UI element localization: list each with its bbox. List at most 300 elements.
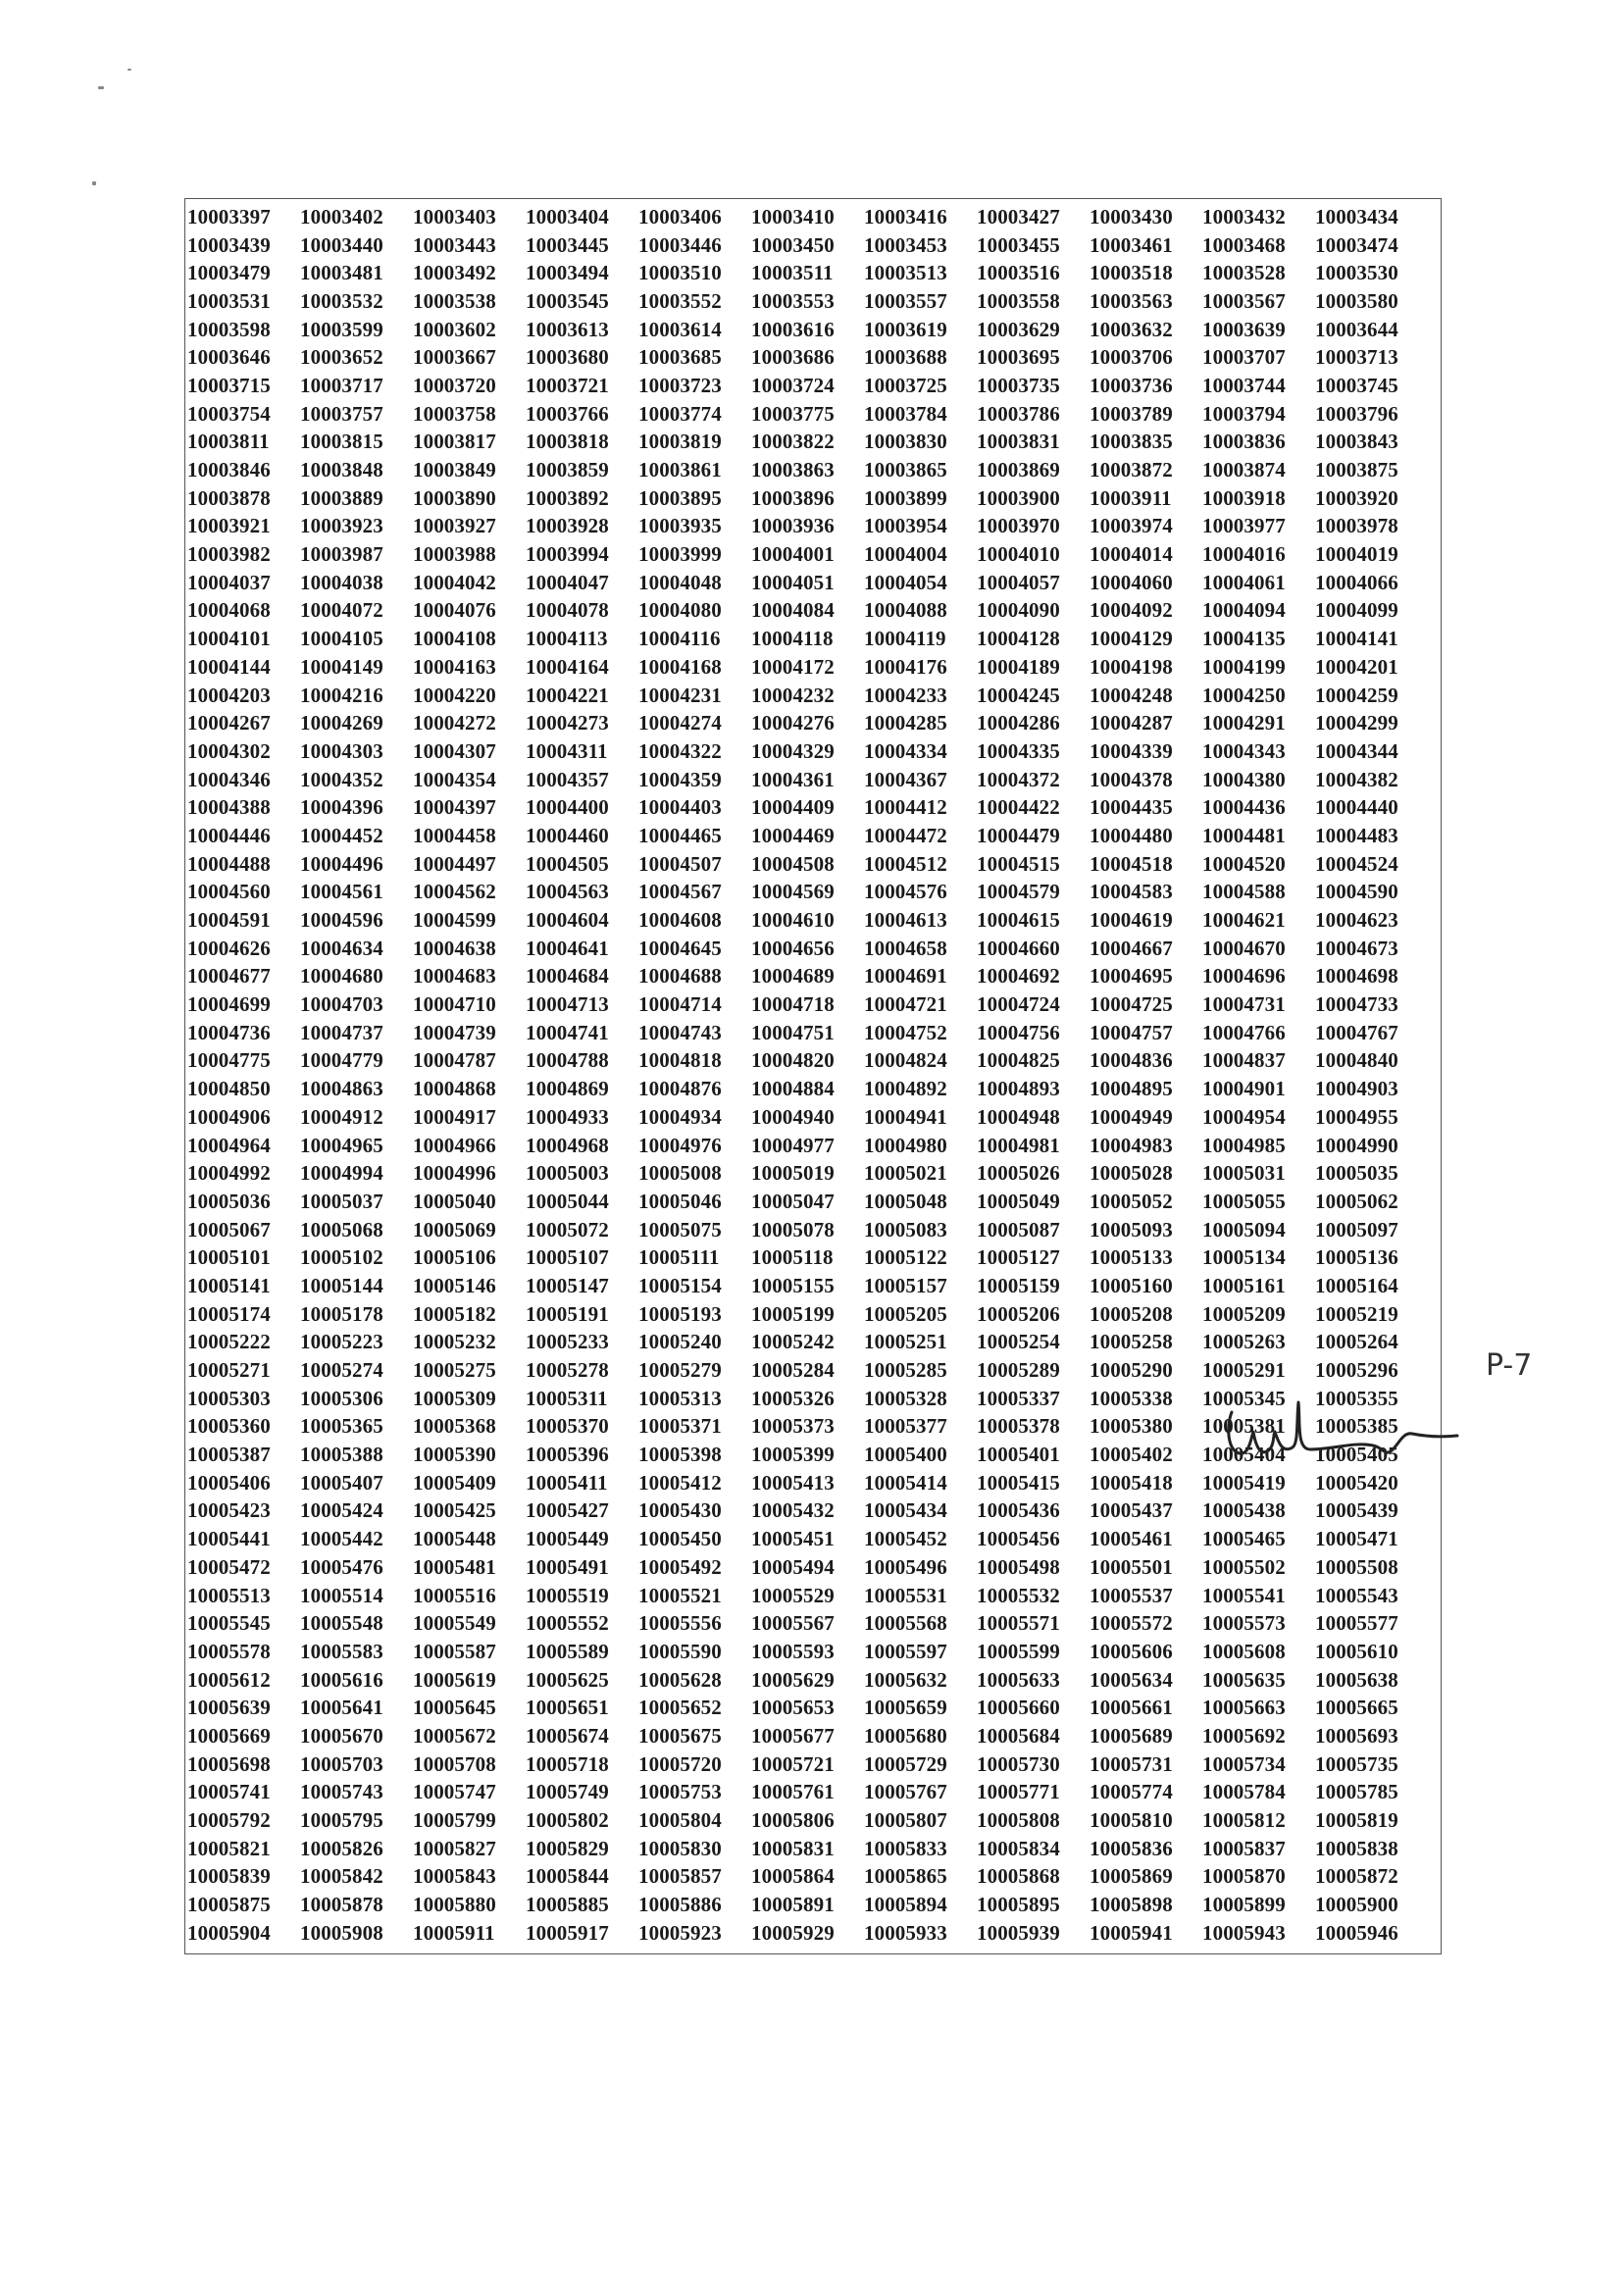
roll-number-cell: 10005254 bbox=[977, 1330, 1060, 1354]
roll-number-cell: 10004563 bbox=[526, 880, 609, 904]
table-row bbox=[185, 1863, 1441, 1892]
roll-number-cell: 10004119 bbox=[864, 627, 946, 651]
roll-number-cell: 10003538 bbox=[413, 288, 496, 313]
roll-number-cell: 10003510 bbox=[638, 261, 722, 285]
roll-number-cell: 10004465 bbox=[638, 823, 722, 847]
roll-number-cell: 10003988 bbox=[413, 542, 496, 567]
roll-number-cell: 10003479 bbox=[187, 261, 271, 285]
table-row bbox=[185, 737, 1441, 766]
roll-number-cell: 10004010 bbox=[977, 542, 1060, 567]
roll-number-cell: 10004382 bbox=[1315, 767, 1398, 791]
roll-number-cell: 10003977 bbox=[1202, 514, 1286, 538]
roll-number-cell: 10005659 bbox=[864, 1696, 947, 1720]
roll-number-cell: 10005804 bbox=[638, 1808, 722, 1833]
roll-number-cell: 10005749 bbox=[526, 1780, 609, 1804]
roll-number-cell: 10005900 bbox=[1315, 1893, 1398, 1917]
roll-number-cell: 10005107 bbox=[526, 1245, 609, 1270]
roll-number-cell: 10005407 bbox=[300, 1470, 383, 1495]
roll-number-cell: 10004757 bbox=[1090, 1020, 1173, 1044]
table-row bbox=[185, 231, 1441, 260]
roll-number-cell: 10003619 bbox=[864, 317, 947, 341]
roll-number-cell: 10003874 bbox=[1202, 458, 1286, 482]
roll-number-cell: 10005456 bbox=[977, 1527, 1060, 1551]
roll-number-cell: 10005593 bbox=[751, 1639, 835, 1663]
roll-number-cell: 10004051 bbox=[751, 570, 835, 594]
roll-number-cell: 10003599 bbox=[300, 317, 383, 341]
roll-number-cell: 10004068 bbox=[187, 598, 271, 623]
roll-number-cell: 10003745 bbox=[1315, 373, 1398, 397]
roll-number-cell: 10005275 bbox=[413, 1358, 496, 1383]
table-row bbox=[185, 1835, 1441, 1863]
roll-number-cell: 10005418 bbox=[1090, 1470, 1173, 1495]
roll-number-cell: 10003567 bbox=[1202, 288, 1286, 313]
roll-number-cell: 10005753 bbox=[638, 1780, 722, 1804]
roll-number-cell: 10004303 bbox=[300, 738, 383, 763]
roll-number-cell: 10004736 bbox=[187, 1020, 271, 1044]
roll-number-cell: 10005672 bbox=[413, 1723, 496, 1748]
roll-number-cell: 10005869 bbox=[1090, 1864, 1173, 1889]
roll-number-cell: 10004980 bbox=[864, 1133, 947, 1157]
roll-number-cell: 10003936 bbox=[751, 514, 835, 538]
roll-number-cell: 10005385 bbox=[1315, 1414, 1398, 1439]
roll-number-cell: 10005037 bbox=[300, 1189, 383, 1213]
roll-number-cell: 10004042 bbox=[413, 570, 496, 594]
roll-number-cell: 10004626 bbox=[187, 936, 271, 960]
roll-number-cell: 10004583 bbox=[1090, 880, 1173, 904]
scan-speck bbox=[127, 69, 131, 71]
roll-number-cell: 10005284 bbox=[751, 1358, 835, 1383]
roll-number-cell: 10005406 bbox=[187, 1470, 271, 1495]
table-row bbox=[185, 429, 1441, 457]
roll-number-cell: 10004766 bbox=[1202, 1020, 1286, 1044]
roll-number-cell: 10004893 bbox=[977, 1077, 1060, 1101]
roll-number-cell: 10005529 bbox=[751, 1583, 835, 1607]
roll-number-cell: 10004054 bbox=[864, 570, 947, 594]
roll-number-cell: 10005567 bbox=[751, 1611, 835, 1636]
roll-number-cell: 10004788 bbox=[526, 1048, 609, 1073]
roll-number-cell: 10005048 bbox=[864, 1189, 947, 1213]
table-row bbox=[185, 513, 1441, 541]
roll-number-cell: 10005747 bbox=[413, 1780, 496, 1804]
roll-number-cell: 10005040 bbox=[413, 1189, 496, 1213]
roll-number-cell: 10005492 bbox=[638, 1554, 722, 1579]
roll-number-cell: 10004621 bbox=[1202, 908, 1286, 933]
roll-number-cell: 10003899 bbox=[864, 485, 947, 510]
roll-number-cell: 10005625 bbox=[526, 1667, 609, 1692]
roll-number-cell: 10004472 bbox=[864, 823, 947, 847]
roll-number-cell: 10005693 bbox=[1315, 1723, 1398, 1748]
roll-number-cell: 10005075 bbox=[638, 1217, 722, 1242]
roll-number-cell: 10005808 bbox=[977, 1808, 1060, 1833]
roll-number-cell: 10004285 bbox=[864, 711, 947, 735]
roll-number-cell: 10005026 bbox=[977, 1161, 1060, 1186]
roll-number-cell: 10003721 bbox=[526, 373, 609, 397]
roll-number-cell: 10004496 bbox=[300, 851, 383, 876]
roll-number-cell: 10005839 bbox=[187, 1864, 271, 1889]
roll-number-cell: 10004512 bbox=[864, 851, 947, 876]
roll-number-cell: 10005409 bbox=[413, 1470, 496, 1495]
roll-number-cell: 10003563 bbox=[1090, 288, 1173, 313]
roll-number-cell: 10005606 bbox=[1090, 1639, 1173, 1663]
roll-number-cell: 10005381 bbox=[1202, 1414, 1286, 1439]
roll-number-cell: 10005629 bbox=[751, 1667, 835, 1692]
roll-number-cell: 10005127 bbox=[977, 1245, 1060, 1270]
roll-number-cell: 10005491 bbox=[526, 1554, 609, 1579]
roll-number-cell: 10005309 bbox=[413, 1386, 496, 1410]
roll-number-cell: 10005476 bbox=[300, 1554, 383, 1579]
roll-number-cell: 10003707 bbox=[1202, 345, 1286, 370]
roll-number-cell: 10005377 bbox=[864, 1414, 947, 1439]
roll-number-cell: 10004752 bbox=[864, 1020, 947, 1044]
table-row bbox=[185, 1779, 1441, 1807]
roll-number-cell: 10003723 bbox=[638, 373, 722, 397]
roll-number-cell: 10005680 bbox=[864, 1723, 947, 1748]
roll-number-cell: 10005771 bbox=[977, 1780, 1060, 1804]
table-row bbox=[185, 963, 1441, 991]
roll-number-cell: 10003474 bbox=[1315, 232, 1398, 257]
roll-number-cell: 10004269 bbox=[300, 711, 383, 735]
roll-number-cell: 10005735 bbox=[1315, 1751, 1398, 1776]
roll-number-cell: 10004118 bbox=[751, 627, 834, 651]
roll-number-cell: 10004599 bbox=[413, 908, 496, 933]
roll-number-cell: 10005531 bbox=[864, 1583, 947, 1607]
table-row bbox=[185, 793, 1441, 822]
roll-number-cell: 10003557 bbox=[864, 288, 947, 313]
roll-number-cell: 10005543 bbox=[1315, 1583, 1398, 1607]
roll-number-cell: 10005670 bbox=[300, 1723, 383, 1748]
roll-number-cell: 10005498 bbox=[977, 1554, 1060, 1579]
table-row bbox=[185, 1722, 1441, 1750]
roll-number-cell: 10005424 bbox=[300, 1498, 383, 1523]
roll-number-cell: 10003835 bbox=[1090, 430, 1173, 454]
roll-number-cell: 10004691 bbox=[864, 964, 947, 988]
roll-number-cell: 10005159 bbox=[977, 1273, 1060, 1297]
roll-number-cell: 10004248 bbox=[1090, 683, 1173, 707]
table-row bbox=[185, 456, 1441, 484]
roll-number-cell: 10005365 bbox=[300, 1414, 383, 1439]
roll-number-cell: 10003494 bbox=[526, 261, 609, 285]
roll-number-cell: 10004129 bbox=[1090, 627, 1173, 651]
roll-number-cell: 10005652 bbox=[638, 1696, 722, 1720]
roll-number-cell: 10005414 bbox=[864, 1470, 947, 1495]
roll-number-cell: 10005885 bbox=[526, 1893, 609, 1917]
roll-number-cell: 10005502 bbox=[1202, 1554, 1286, 1579]
roll-number-cell: 10005843 bbox=[413, 1864, 496, 1889]
roll-number-cell: 10004108 bbox=[413, 627, 496, 651]
table-row bbox=[185, 316, 1441, 344]
roll-number-cell: 10005206 bbox=[977, 1301, 1060, 1326]
roll-number-cell: 10004061 bbox=[1202, 570, 1286, 594]
roll-number-cell: 10005232 bbox=[413, 1330, 496, 1354]
roll-number-cell: 10004090 bbox=[977, 598, 1060, 623]
roll-number-cell: 10005857 bbox=[638, 1864, 722, 1889]
roll-number-cell: 10005412 bbox=[638, 1470, 722, 1495]
roll-number-cell: 10004460 bbox=[526, 823, 609, 847]
roll-number-cell: 10005819 bbox=[1315, 1808, 1398, 1833]
roll-number-cell: 10005019 bbox=[751, 1161, 835, 1186]
roll-number-cell: 10003822 bbox=[751, 430, 835, 454]
roll-number-cell: 10005083 bbox=[864, 1217, 947, 1242]
roll-number-cell: 10005731 bbox=[1090, 1751, 1173, 1776]
roll-number-cell: 10003978 bbox=[1315, 514, 1398, 538]
roll-number-cell: 10005434 bbox=[864, 1498, 947, 1523]
roll-number-cell: 10005767 bbox=[864, 1780, 947, 1804]
roll-number-cell: 10005199 bbox=[751, 1301, 835, 1326]
roll-number-cell: 10004837 bbox=[1202, 1048, 1286, 1073]
roll-number-cell: 10004903 bbox=[1315, 1077, 1398, 1101]
roll-number-cell: 10004458 bbox=[413, 823, 496, 847]
roll-number-cell: 10003629 bbox=[977, 317, 1060, 341]
roll-number-cell: 10005799 bbox=[413, 1808, 496, 1833]
roll-number-cell: 10004737 bbox=[300, 1020, 383, 1044]
roll-number-cell: 10004733 bbox=[1315, 992, 1398, 1017]
roll-number-cell: 10004080 bbox=[638, 598, 722, 623]
roll-number-cell: 10004615 bbox=[977, 908, 1060, 933]
roll-number-cell: 10005743 bbox=[300, 1780, 383, 1804]
roll-number-cell: 10004977 bbox=[751, 1133, 835, 1157]
roll-number-cell: 10004941 bbox=[864, 1104, 947, 1129]
roll-number-cell: 10005806 bbox=[751, 1808, 835, 1833]
roll-number-cell: 10005094 bbox=[1202, 1217, 1286, 1242]
roll-number-cell: 10004078 bbox=[526, 598, 609, 623]
roll-number-cell: 10003511 bbox=[751, 261, 834, 285]
roll-number-cell: 10005577 bbox=[1315, 1611, 1398, 1636]
roll-number-cell: 10005812 bbox=[1202, 1808, 1286, 1833]
roll-number-cell: 10004302 bbox=[187, 738, 271, 763]
roll-number-cell: 10004724 bbox=[977, 992, 1060, 1017]
roll-number-cell: 10003644 bbox=[1315, 317, 1398, 341]
roll-number-cell: 10005178 bbox=[300, 1301, 383, 1326]
roll-number-cell: 10004168 bbox=[638, 654, 722, 679]
roll-number-cell: 10004172 bbox=[751, 654, 835, 679]
roll-number-cell: 10004591 bbox=[187, 908, 271, 933]
roll-number-cell: 10004964 bbox=[187, 1133, 271, 1157]
roll-number-cell: 10005660 bbox=[977, 1696, 1060, 1720]
table-row bbox=[185, 709, 1441, 737]
roll-number-cell: 10005830 bbox=[638, 1836, 722, 1860]
roll-number-cell: 10004135 bbox=[1202, 627, 1286, 651]
roll-number-cell: 10004743 bbox=[638, 1020, 722, 1044]
roll-number-cell: 10004488 bbox=[187, 851, 271, 876]
roll-number-cell: 10005628 bbox=[638, 1667, 722, 1692]
roll-number-cell: 10004836 bbox=[1090, 1048, 1173, 1073]
roll-number-cell: 10003889 bbox=[300, 485, 383, 510]
roll-number-cell: 10004850 bbox=[187, 1077, 271, 1101]
roll-number-cell: 10004699 bbox=[187, 992, 271, 1017]
roll-number-cell: 10003817 bbox=[413, 430, 496, 454]
roll-number-cell: 10005069 bbox=[413, 1217, 496, 1242]
roll-number-cell: 10004400 bbox=[526, 795, 609, 820]
roll-number-cell: 10005111 bbox=[638, 1245, 720, 1270]
roll-number-cell: 10005471 bbox=[1315, 1527, 1398, 1551]
roll-number-cell: 10005541 bbox=[1202, 1583, 1286, 1607]
roll-number-cell: 10005571 bbox=[977, 1611, 1060, 1636]
roll-number-cell: 10005405 bbox=[1315, 1443, 1398, 1467]
roll-number-cell: 10003531 bbox=[187, 288, 271, 313]
table-row bbox=[185, 1019, 1441, 1047]
roll-number-cell: 10003863 bbox=[751, 458, 835, 482]
table-row bbox=[185, 653, 1441, 682]
table-row bbox=[185, 1919, 1441, 1948]
roll-number-cell: 10004016 bbox=[1202, 542, 1286, 567]
roll-number-cell: 10004933 bbox=[526, 1104, 609, 1129]
roll-number-cell: 10005878 bbox=[300, 1893, 383, 1917]
roll-number-cell: 10005285 bbox=[864, 1358, 947, 1383]
roll-number-cell: 10005663 bbox=[1202, 1696, 1286, 1720]
roll-number-cell: 10003786 bbox=[977, 401, 1060, 426]
roll-number-cell: 10005472 bbox=[187, 1554, 271, 1579]
roll-number-cell: 10004286 bbox=[977, 711, 1060, 735]
roll-number-cell: 10004840 bbox=[1315, 1048, 1398, 1073]
roll-number-cell: 10003849 bbox=[413, 458, 496, 482]
table-row bbox=[185, 372, 1441, 400]
roll-number-cell: 10003927 bbox=[413, 514, 496, 538]
roll-number-cell: 10003815 bbox=[300, 430, 383, 454]
roll-number-cell: 10003794 bbox=[1202, 401, 1286, 426]
roll-number-cell: 10005449 bbox=[526, 1527, 609, 1551]
roll-number-cell: 10004221 bbox=[526, 683, 609, 707]
roll-number-cell: 10003688 bbox=[864, 345, 947, 370]
roll-number-cell: 10005258 bbox=[1090, 1330, 1173, 1354]
roll-number-cell: 10004562 bbox=[413, 880, 496, 904]
roll-number-cell: 10005834 bbox=[977, 1836, 1060, 1860]
roll-number-cell: 10005521 bbox=[638, 1583, 722, 1607]
roll-number-cell: 10003667 bbox=[413, 345, 496, 370]
roll-number-cell: 10004231 bbox=[638, 683, 722, 707]
roll-number-cell: 10004273 bbox=[526, 711, 609, 735]
roll-number-cell: 10005698 bbox=[187, 1751, 271, 1776]
roll-number-cell: 10005223 bbox=[300, 1330, 383, 1354]
roll-number-cell: 10005639 bbox=[187, 1696, 271, 1720]
roll-number-cell: 10005802 bbox=[526, 1808, 609, 1833]
roll-number-cell: 10003558 bbox=[977, 288, 1060, 313]
roll-number-cell: 10005578 bbox=[187, 1639, 271, 1663]
roll-number-cell: 10004076 bbox=[413, 598, 496, 623]
roll-number-cell: 10003516 bbox=[977, 261, 1060, 285]
roll-number-cell: 10005785 bbox=[1315, 1780, 1398, 1804]
roll-number-cell: 10004966 bbox=[413, 1133, 496, 1157]
roll-number-cell: 10004311 bbox=[526, 738, 608, 763]
roll-number-cell: 10003775 bbox=[751, 401, 835, 426]
roll-number-cell: 10005612 bbox=[187, 1667, 271, 1692]
roll-number-cell: 10005895 bbox=[977, 1893, 1060, 1917]
roll-number-cell: 10005501 bbox=[1090, 1554, 1173, 1579]
roll-number-cell: 10004507 bbox=[638, 851, 722, 876]
roll-number-cell: 10003680 bbox=[526, 345, 609, 370]
roll-number-cell: 10005904 bbox=[187, 1920, 271, 1945]
roll-number-cell: 10003580 bbox=[1315, 288, 1398, 313]
roll-number-cell: 10004994 bbox=[300, 1161, 383, 1186]
roll-number-cell: 10003406 bbox=[638, 204, 722, 228]
roll-number-cell: 10004983 bbox=[1090, 1133, 1173, 1157]
roll-number-cell: 10004014 bbox=[1090, 542, 1173, 567]
roll-number-cell: 10005049 bbox=[977, 1189, 1060, 1213]
roll-number-cell: 10005161 bbox=[1202, 1273, 1286, 1297]
roll-number-cell: 10004955 bbox=[1315, 1104, 1398, 1129]
roll-number-cell: 10004047 bbox=[526, 570, 609, 594]
roll-number-cell: 10005833 bbox=[864, 1836, 947, 1860]
roll-number-cell: 10004689 bbox=[751, 964, 835, 988]
roll-number-cell: 10003754 bbox=[187, 401, 271, 426]
roll-number-cell: 10004329 bbox=[751, 738, 835, 763]
roll-number-cell: 10004579 bbox=[977, 880, 1060, 904]
roll-number-cell: 10005481 bbox=[413, 1554, 496, 1579]
roll-number-cell: 10004199 bbox=[1202, 654, 1286, 679]
roll-number-cell: 10003872 bbox=[1090, 458, 1173, 482]
roll-number-cell: 10003830 bbox=[864, 430, 947, 454]
roll-number-cell: 10005761 bbox=[751, 1780, 835, 1804]
roll-number-cell: 10004287 bbox=[1090, 711, 1173, 735]
roll-number-cell: 10003918 bbox=[1202, 485, 1286, 510]
roll-number-cell: 10004751 bbox=[751, 1020, 835, 1044]
roll-number-cell: 10005147 bbox=[526, 1273, 609, 1297]
roll-number-cell: 10004569 bbox=[751, 880, 835, 904]
roll-number-cell: 10004696 bbox=[1202, 964, 1286, 988]
roll-number-cell: 10005441 bbox=[187, 1527, 271, 1551]
roll-number-cell: 10005378 bbox=[977, 1414, 1060, 1439]
roll-number-cell: 10004388 bbox=[187, 795, 271, 820]
roll-number-cell: 10005411 bbox=[526, 1470, 608, 1495]
roll-number-cell: 10003935 bbox=[638, 514, 722, 538]
roll-number-cell: 10005532 bbox=[977, 1583, 1060, 1607]
roll-number-cell: 10005552 bbox=[526, 1611, 609, 1636]
roll-number-cell: 10005035 bbox=[1315, 1161, 1398, 1186]
roll-number-cell: 10005078 bbox=[751, 1217, 835, 1242]
roll-number-cell: 10003403 bbox=[413, 204, 496, 228]
roll-number-cell: 10004917 bbox=[413, 1104, 496, 1129]
table-row bbox=[185, 1132, 1441, 1160]
roll-number-cell: 10004372 bbox=[977, 767, 1060, 791]
roll-number-cell: 10004440 bbox=[1315, 795, 1398, 820]
roll-number-cell: 10005046 bbox=[638, 1189, 722, 1213]
roll-number-cell: 10003455 bbox=[977, 232, 1060, 257]
roll-number-cell: 10005036 bbox=[187, 1189, 271, 1213]
table-row bbox=[185, 1750, 1441, 1779]
roll-number-cell: 10004818 bbox=[638, 1048, 722, 1073]
roll-number-cell: 10004634 bbox=[300, 936, 383, 960]
roll-number-cell: 10005821 bbox=[187, 1836, 271, 1860]
roll-number-cell: 10004976 bbox=[638, 1133, 722, 1157]
roll-number-cell: 10004099 bbox=[1315, 598, 1398, 623]
roll-number-cell: 10005886 bbox=[638, 1893, 722, 1917]
roll-number-cell: 10005328 bbox=[864, 1386, 947, 1410]
roll-number-cell: 10003481 bbox=[300, 261, 383, 285]
roll-number-cell: 10005844 bbox=[526, 1864, 609, 1889]
roll-number-cell: 10003532 bbox=[300, 288, 383, 313]
roll-number-cell: 10005021 bbox=[864, 1161, 947, 1186]
table-row bbox=[185, 1694, 1441, 1722]
roll-number-cell: 10004232 bbox=[751, 683, 835, 707]
roll-number-cell: 10005182 bbox=[413, 1301, 496, 1326]
roll-number-cell: 10004216 bbox=[300, 683, 383, 707]
roll-number-cell: 10005675 bbox=[638, 1723, 722, 1748]
roll-number-cell: 10005545 bbox=[187, 1611, 271, 1636]
roll-number-cell: 10003720 bbox=[413, 373, 496, 397]
roll-number-cell: 10005097 bbox=[1315, 1217, 1398, 1242]
roll-number-cell: 10004359 bbox=[638, 767, 722, 791]
table-row bbox=[185, 484, 1441, 513]
roll-number-cell: 10005144 bbox=[300, 1273, 383, 1297]
roll-number-cell: 10004985 bbox=[1202, 1133, 1286, 1157]
roll-number-cell: 10005303 bbox=[187, 1386, 271, 1410]
roll-number-cell: 10005665 bbox=[1315, 1696, 1398, 1720]
roll-number-cell: 10005718 bbox=[526, 1751, 609, 1776]
roll-number-cell: 10005519 bbox=[526, 1583, 609, 1607]
roll-number-cell: 10005572 bbox=[1090, 1611, 1173, 1636]
roll-number-cell: 10004608 bbox=[638, 908, 722, 933]
roll-number-cell: 10004576 bbox=[864, 880, 947, 904]
table-row bbox=[185, 1638, 1441, 1666]
